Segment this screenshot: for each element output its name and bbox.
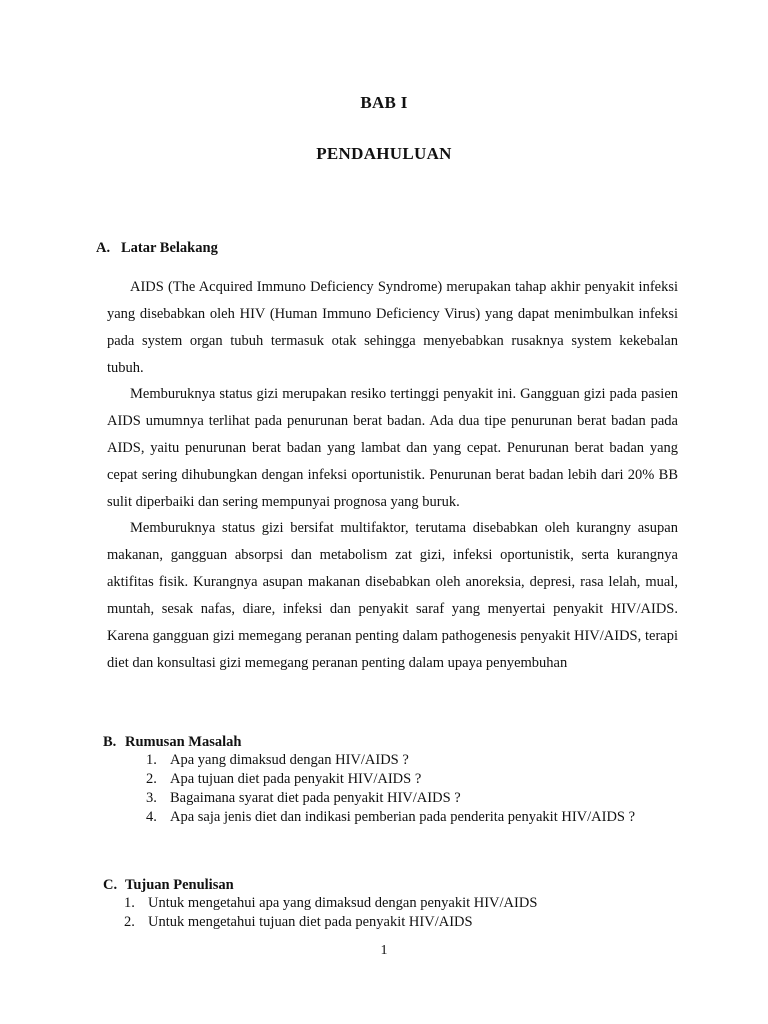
list-item-number: 4. <box>146 809 157 825</box>
list-item-text: Untuk mengetahui apa yang dimaksud dengan penyakit HIV/AIDS <box>148 895 538 911</box>
section-c-heading <box>103 877 234 894</box>
list-item-text: Untuk mengetahui tujuan diet pada penyakit HIV/AIDS <box>148 914 473 930</box>
section-b-letter: B. <box>103 734 117 750</box>
section-b-title: Rumusan Masalah <box>125 734 242 750</box>
list-item <box>124 894 537 913</box>
section-c-title: Tujuan Penulisan <box>125 877 234 893</box>
problem-list <box>146 751 635 827</box>
list-item-text: Apa tujuan diet pada penyakit HIV/AIDS ? <box>170 771 422 787</box>
section-b-heading <box>103 734 241 751</box>
section-a-title: Latar Belakang <box>121 240 218 256</box>
list-item-number: 3. <box>146 790 157 806</box>
list-item <box>146 751 635 770</box>
section-c-letter: C. <box>103 877 118 893</box>
paragraph-3: Memburuknya status gizi bersifat multifaktor, terutama disebabkan oleh kurangny asupan makanan, gangguan absorpsi dan metabolism zat gizi, infeksi oportunistik, serta kurangnya aktifitas fisik. Kurangnya asupan makanan disebabkan oleh anoreksia, depresi, rasa lelah, mual, muntah, sesak nafas, diare, infeksi dan penyakit saraf yang menyertai penyakit HIV/AIDS. Karena gangguan gizi memegang peranan penting dalam pathogenesis penyakit HIV/AIDS, terapi diet dan konsultasi gizi memegang peranan penting dalam upaya penyembuhan <box>107 520 678 671</box>
page-number: 1 <box>380 943 388 958</box>
list-item <box>146 808 635 827</box>
list-item-text: Apa yang dimaksud dengan HIV/AIDS ? <box>170 752 409 768</box>
list-item <box>124 913 537 932</box>
list-item-text: Apa saja jenis diet dan indikasi pemberian pada penderita penyakit HIV/AIDS ? <box>170 809 636 825</box>
list-item-number: 1. <box>124 895 135 911</box>
section-a-letter: A. <box>96 240 111 256</box>
purpose-list <box>124 894 537 932</box>
list-item <box>146 789 635 808</box>
list-item-text: Bagaimana syarat diet pada penyakit HIV/AIDS ? <box>170 790 461 806</box>
section-a-heading <box>96 240 218 257</box>
chapter-title: PENDAHULUAN <box>316 144 452 163</box>
list-item-number: 2. <box>124 914 135 930</box>
list-item-number: 2. <box>146 771 157 787</box>
chapter-number: BAB I <box>360 93 408 112</box>
paragraph-1: AIDS (The Acquired Immuno Deficiency Syndrome) merupakan tahap akhir penyakit infeksi yang disebabkan oleh HIV (Human Immuno Deficiency Virus) yang dapat menimbulkan infeksi pada system organ tubuh termasuk otak sehingga menyebabkan rusaknya system kekebalan tubuh. <box>107 279 678 376</box>
list-item <box>146 770 635 789</box>
paragraph-2: Memburuknya status gizi merupakan resiko tertinggi penyakit ini. Gangguan gizi pada pasien AIDS umumnya terlihat pada penurunan berat badan. Ada dua tipe penurunan berat badan pada AIDS, yaitu penurunan berat badan yang lambat dan yang cepat. Penurunan berat badan yang cepat sering dihubungkan dengan infeksi oportunistik. Penurunan berat badan lebih dari 20% BB sulit diperbaiki dan sering mempunyai prognosa yang buruk. <box>107 386 678 510</box>
list-item-number: 1. <box>146 752 157 768</box>
